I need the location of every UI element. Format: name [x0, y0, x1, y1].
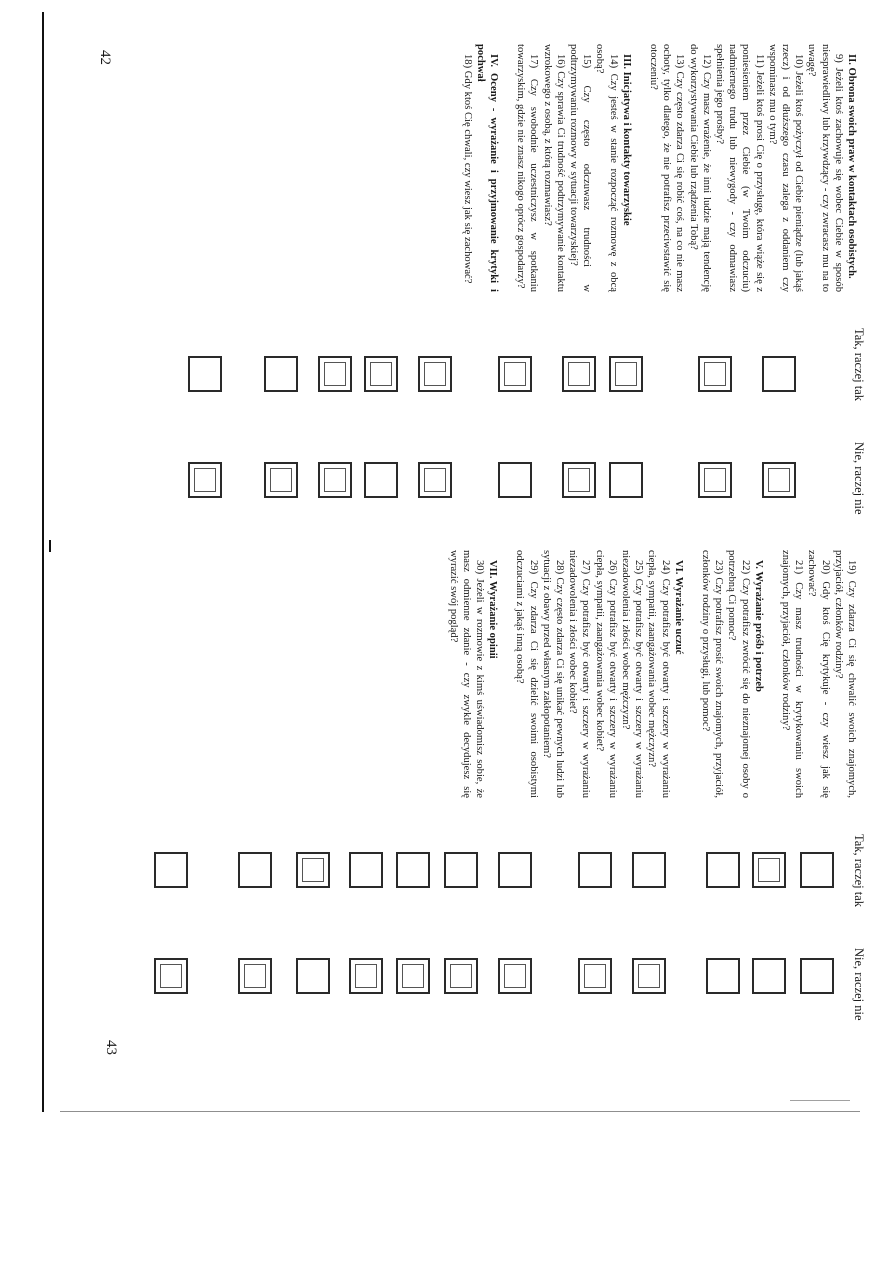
- answer-checkbox-q25-no[interactable]: [444, 958, 478, 994]
- answer-checkbox-q29-yes[interactable]: [238, 852, 272, 888]
- answer-checkbox-q13-yes[interactable]: [498, 356, 532, 392]
- answer-checkbox-q18-yes[interactable]: [188, 356, 222, 392]
- answer-checkbox-q12-yes[interactable]: [562, 356, 596, 392]
- answer-checkbox-q24-yes[interactable]: [498, 852, 532, 888]
- answer-checkbox-q26-no[interactable]: [396, 958, 430, 994]
- question-13: 13) Czy często zdarza Ci się robić coś, na co nie masz ochoty, tylko dlatego, że nie potrafisz przeciwstawić się otoczeniu?: [647, 44, 686, 292]
- answer-checkbox-q15-no[interactable]: [364, 462, 398, 498]
- answer-checkbox-q11-no[interactable]: [609, 462, 643, 498]
- section-title-4: IV. Oceny - wyrażanie i przyjmowanie krytyki i pochwał: [474, 44, 499, 292]
- answer-checkbox-q28-yes[interactable]: [296, 852, 330, 888]
- question-17: 17) Czy swobodnie uczestniczysz w spotkaniu towarzyskim, gdzie nie znasz nikogo oprócz gospodarzy?: [515, 44, 540, 292]
- answer-checkbox-q25-yes[interactable]: [444, 852, 478, 888]
- answer-checkbox-q28-no[interactable]: [296, 958, 330, 994]
- page-number-left: 42: [97, 50, 113, 65]
- answer-checkbox-q9-yes[interactable]: [762, 356, 796, 392]
- answer-checkbox-q18-no[interactable]: [188, 462, 222, 498]
- answer-checkbox-q30-yes[interactable]: [154, 852, 188, 888]
- question-24: 24) Czy potrafisz być otwarty i szczery w wyrażaniu ciepła, sympatii, zaangażowania wobec mężczyzn?: [646, 550, 671, 798]
- answer-checkbox-q30-no[interactable]: [154, 958, 188, 994]
- bottom-rule-right: [790, 1100, 850, 1101]
- answer-checkbox-q16-yes[interactable]: [318, 356, 352, 392]
- bottom-rule: [60, 1111, 860, 1112]
- question-10: 10) Jeżeli ktoś pożyczył od Ciebie pieniądze (lub jakąś rzecz) i od dłuższego czasu zalega z oddaniem czy wspominasz mu o tym?: [766, 44, 805, 292]
- question-18: 18) Gdy ktoś Cię chwali, czy wiesz jak się zachować?: [461, 54, 473, 284]
- answer-checkbox-q16-no[interactable]: [318, 462, 352, 498]
- answer-checkbox-q10-no[interactable]: [698, 462, 732, 498]
- answer-checkbox-q22-yes[interactable]: [632, 852, 666, 888]
- question-29: 29) Czy zdarza Ci się dzielić swoimi osobistymi odczuciami z jakąś inną osobą?: [514, 550, 539, 798]
- answer-checkbox-q12-no[interactable]: [562, 462, 596, 498]
- question-12: 12) Czy masz wrażenie, że inni ludzie mają tendencję do wykorzystywania Ciebie lub rządzenia Tobą?: [687, 44, 712, 292]
- header-no-right: Nie, raczej nie: [852, 948, 866, 1021]
- question-14: 14) Czy jesteś w stanie rozpocząć rozmowę z obcą osobą?: [594, 44, 619, 292]
- header-yes-right: Tak, raczej tak: [852, 834, 866, 908]
- left-binding-line: [42, 12, 44, 1112]
- question-16: 16) Czy sprawia Ci trudność podtrzymywanie kontaktu wzrokowego z osobą, z którą rozmawiasz?: [541, 44, 566, 292]
- answer-checkbox-q9-no[interactable]: [762, 462, 796, 498]
- question-22: 22) Czy potrafisz zwrócić się do nieznajomej osoby o potrzebną Ci pomoc?: [726, 550, 751, 798]
- question-21: 21) Czy masz trudności w krytykowaniu swoich znajomych, przyjaciół, członków rodziny?: [779, 550, 805, 798]
- answer-checkbox-q22-no[interactable]: [632, 958, 666, 994]
- answer-checkbox-q29-no[interactable]: [238, 958, 272, 994]
- answer-checkbox-q14-no[interactable]: [418, 462, 452, 498]
- question-27: 27) Czy potrafisz być otwarty i szczery w wyrażaniu niezadowolenia i złości wobec kobiet?: [567, 550, 592, 798]
- answer-checkbox-q24-no[interactable]: [498, 958, 532, 994]
- section-title-2: II. Obrona swoich praw w kontaktach osobistych.: [846, 54, 857, 279]
- left-page-questions: [460, 44, 858, 292]
- header-no-left: Nie, raczej nie: [852, 442, 866, 515]
- answer-checkbox-q19-no[interactable]: [800, 958, 834, 994]
- answer-checkbox-q21-yes[interactable]: [706, 852, 740, 888]
- question-23: 23) Czy potrafisz prosić swoich znajomych, przyjaciół, członków rodziny o przysługi, lub pomoc?: [699, 550, 725, 798]
- question-20: 20) Gdy ktoś Cię krytykuje - czy wiesz jak się zachować?: [806, 550, 831, 798]
- answer-checkbox-q23-no[interactable]: [578, 958, 612, 994]
- answer-checkbox-q20-yes[interactable]: [752, 852, 786, 888]
- answer-checkbox-q19-yes[interactable]: [800, 852, 834, 888]
- answer-checkbox-q11-yes[interactable]: [609, 356, 643, 392]
- answer-checkbox-q10-yes[interactable]: [698, 356, 732, 392]
- answer-checkbox-q20-no[interactable]: [752, 958, 786, 994]
- answer-checkbox-q27-yes[interactable]: [349, 852, 383, 888]
- answer-checkbox-q21-no[interactable]: [706, 958, 740, 994]
- answer-checkbox-q15-yes[interactable]: [364, 356, 398, 392]
- section-title-3: III. Inicjatywa i kontakty towarzyskie: [620, 54, 632, 226]
- answer-checkbox-q23-yes[interactable]: [578, 852, 612, 888]
- answer-checkbox-q17-no[interactable]: [264, 462, 298, 498]
- question-30: 30) Jeżeli w rozmowie z kimś uświadomisz sobie, że masz odmienne zdanie - czy zwykle decydujesz się wyrazić swój pogląd?: [447, 550, 485, 798]
- question-19: 19) Czy zdarza Ci się chwalić swoich znajomych, przyjaciół, członków rodziny?: [832, 550, 857, 798]
- question-26: 26) Czy potrafisz być otwarty i szczery w wyrażaniu ciepła, sympatii, zaangażowania wobec kobiet?: [593, 550, 618, 798]
- answer-checkbox-q17-yes[interactable]: [264, 356, 298, 392]
- question-25: 25) Czy potrafisz być otwarty i szczery w wyrażaniu niezadowolenia i złości wobec mężczyzn?: [619, 550, 645, 798]
- question-15: 15) Czy często odczuwasz trudności w podtrzymywaniu rozmowy w sytuacji towarzyskiej?: [567, 44, 593, 292]
- section-title-7: VII. Wyrażanie opinii: [487, 560, 499, 659]
- question-11: 11) Jeżeli ktoś prosi Cię o przysługę, która wiąże się z poniesieniem przez Ciebie (w Twoim odczuciu) nadmiernego trudu lub niewygody - czy odmawiasz spełnienia jego prośby?: [713, 44, 765, 292]
- right-page-questions: [446, 550, 858, 798]
- header-yes-left: Tak, raczej tak: [852, 328, 866, 402]
- answer-checkbox-q26-yes[interactable]: [396, 852, 430, 888]
- answer-checkbox-q27-no[interactable]: [349, 958, 383, 994]
- section-title-5: V. Wyrażanie próśb i potrzeb: [752, 560, 764, 692]
- page-number-right: 43: [103, 1040, 119, 1055]
- answer-checkbox-q13-no[interactable]: [498, 462, 532, 498]
- fold-mark: [49, 540, 51, 552]
- section-title-6: VI. Wyrażanie uczuć: [672, 560, 684, 655]
- answer-checkbox-q14-yes[interactable]: [418, 356, 452, 392]
- question-28: 28) Czy często zdarza Ci się unikać pewnych ludzi lub sytuacji z obawy przed własnym zakłopotaniem?: [540, 550, 565, 798]
- question-9: 9) Jeżeli ktoś zachowuje się wobec Ciebie w sposób niesprawiedliwy lub krzywdzący - czy zwracasz mu na to uwagę?: [806, 44, 844, 292]
